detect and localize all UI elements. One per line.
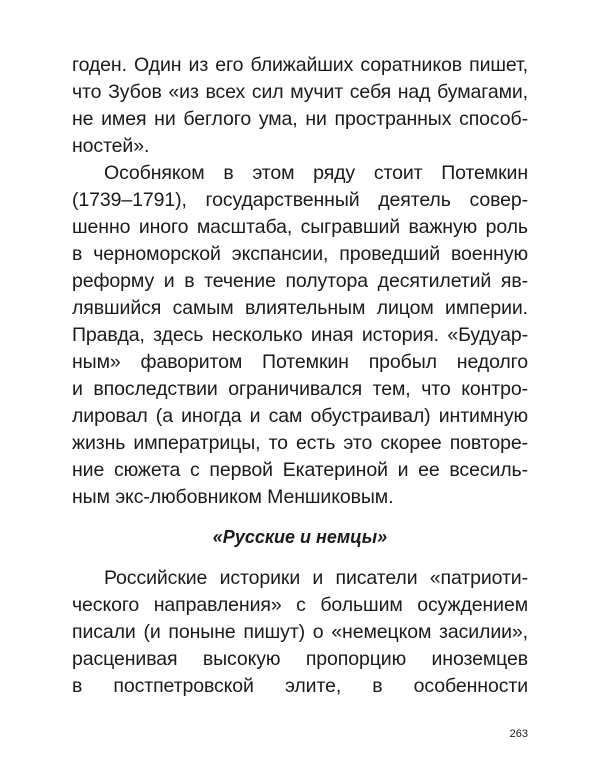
paragraph-line: расценивая высокую пропорцию иноземцев [72,648,528,670]
paragraph-line: Особняком в этом ряду стоит Потемкин [104,162,528,184]
paragraph-line: ние сюжета с первой Екатериной и ее всесиль- [72,459,528,481]
paragraph-line: что Зубов «из всех сил мучит себя над бумагами, [72,81,528,103]
paragraph-line: лявшийся самым влиятельным лицом империи. [72,297,528,319]
paragraph-line: не имея ни беглого ума, ни пространных способ- [72,108,528,130]
paragraph-line: Российские историки и писатели «патриоти- [104,567,528,589]
section-heading: «Русские и немцы» [212,527,388,547]
paragraph-line: в постпетровской элите, в особенности [72,675,528,697]
paragraph-line: ческого направления» с большим осуждением [72,594,528,616]
paragraph-line: лировал (а иногда и сам обустраивал) интимную [72,405,528,427]
paragraph-line: ным экс-любовником Меншиковым. [72,486,394,508]
paragraph-line: ным» фаворитом Потемкин пробыл недолго [72,351,528,373]
paragraph-line: реформу и в течение полутора десятилетий яв- [72,270,528,292]
paragraph-line: годен. Один из его ближайших соратников пишет, [72,54,528,76]
paragraph-line: ностей». [72,135,150,157]
paragraph-line: шенно иного масштаба, сыгравший важную роль [72,216,528,238]
paragraph-line: писали (и поныне пишут) о «немецком засилии», [72,621,528,643]
paragraph-line: жизнь императрицы, то есть это скорее повторе- [72,432,528,454]
paragraph-line: и впоследствии ограничивался тем, что контро- [72,378,528,400]
page-number: 263 [509,728,528,740]
paragraph-line: в черноморской экспансии, проведший военную [72,243,528,265]
paragraph-line: Правда, здесь несколько иная история. «Будуар- [72,324,528,346]
paragraph-line: (1739–1791), государственный деятель совер- [72,189,528,211]
